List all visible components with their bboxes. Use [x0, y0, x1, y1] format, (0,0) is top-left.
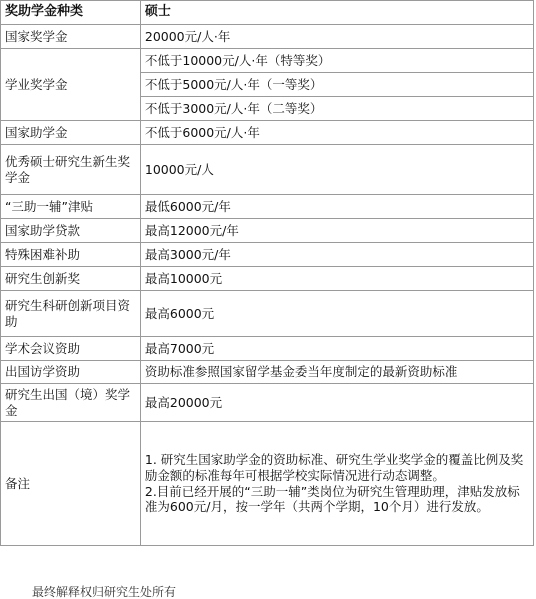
- row-value: 最高7000元: [140, 337, 533, 361]
- row-name: 特殊困难补助: [1, 243, 141, 267]
- row-value: 不低于10000元/人·年（特等奖）: [140, 49, 533, 73]
- table-row: [1, 291, 534, 337]
- table-row: [1, 243, 534, 267]
- row-name: 研究生出国（境）奖学金: [1, 384, 141, 422]
- table-row: [1, 422, 534, 546]
- row-name: 国家助学金: [1, 121, 141, 145]
- row-value: 不低于6000元/人·年: [140, 121, 533, 145]
- table-row: [1, 121, 534, 145]
- row-value: 最高3000元/年: [140, 243, 533, 267]
- row-value: 最高20000元: [140, 384, 533, 422]
- table-row: [1, 337, 534, 361]
- row-name: 优秀硕士研究生新生奖学金: [1, 145, 141, 195]
- row-value: 10000元/人: [140, 145, 533, 195]
- row-value: 最低6000元/年: [140, 195, 533, 219]
- table-row: [1, 49, 534, 73]
- table-row: [1, 195, 534, 219]
- row-name: 备注: [1, 422, 141, 546]
- footer-note: 最终解释权归研究生处所有: [32, 585, 177, 599]
- header-master: 硕士: [140, 1, 533, 25]
- remark-item: 1. 研究生国家助学金的资助标准、研究生学业奖学金的覆盖比例及奖励金额的标准每年可根据学校实际情况进行动态调整。: [144, 452, 524, 483]
- remark-item: 2.目前已经开展的“三助一辅”类岗位为研究生管理助理，津贴发放标准为600元/月，按一学年（共两个学期，10个月）进行发放。: [144, 483, 520, 515]
- row-name: “三助一辅”津贴: [1, 195, 141, 219]
- row-value: 最高12000元/年: [140, 219, 533, 243]
- row-name: 国家奖学金: [1, 25, 141, 49]
- row-name: 国家助学贷款: [1, 219, 141, 243]
- row-value: 20000元/人·年: [140, 25, 533, 49]
- remarks-cell: [140, 422, 533, 546]
- row-value: 不低于5000元/人·年（一等奖）: [140, 73, 533, 97]
- row-name: 研究生科研创新项目资助: [1, 291, 141, 337]
- table-header-row: [1, 1, 534, 25]
- row-name: 出国访学资助: [1, 361, 141, 384]
- row-value: 资助标准参照国家留学基金委当年度制定的最新资助标准: [140, 361, 533, 384]
- table-row: [1, 219, 534, 243]
- table-row: [1, 267, 534, 291]
- row-name: 学术会议资助: [1, 337, 141, 361]
- table-row: [1, 145, 534, 195]
- row-name: 学业奖学金: [1, 49, 141, 121]
- row-value: 最高6000元: [140, 291, 533, 337]
- header-type: 奖助学金种类: [1, 1, 141, 25]
- table-row: [1, 361, 534, 384]
- row-value: 最高10000元: [140, 267, 533, 291]
- table-row: [1, 384, 534, 422]
- row-value: 不低于3000元/人·年（二等奖）: [140, 97, 533, 121]
- table-row: [1, 25, 534, 49]
- row-name: 研究生创新奖: [1, 267, 141, 291]
